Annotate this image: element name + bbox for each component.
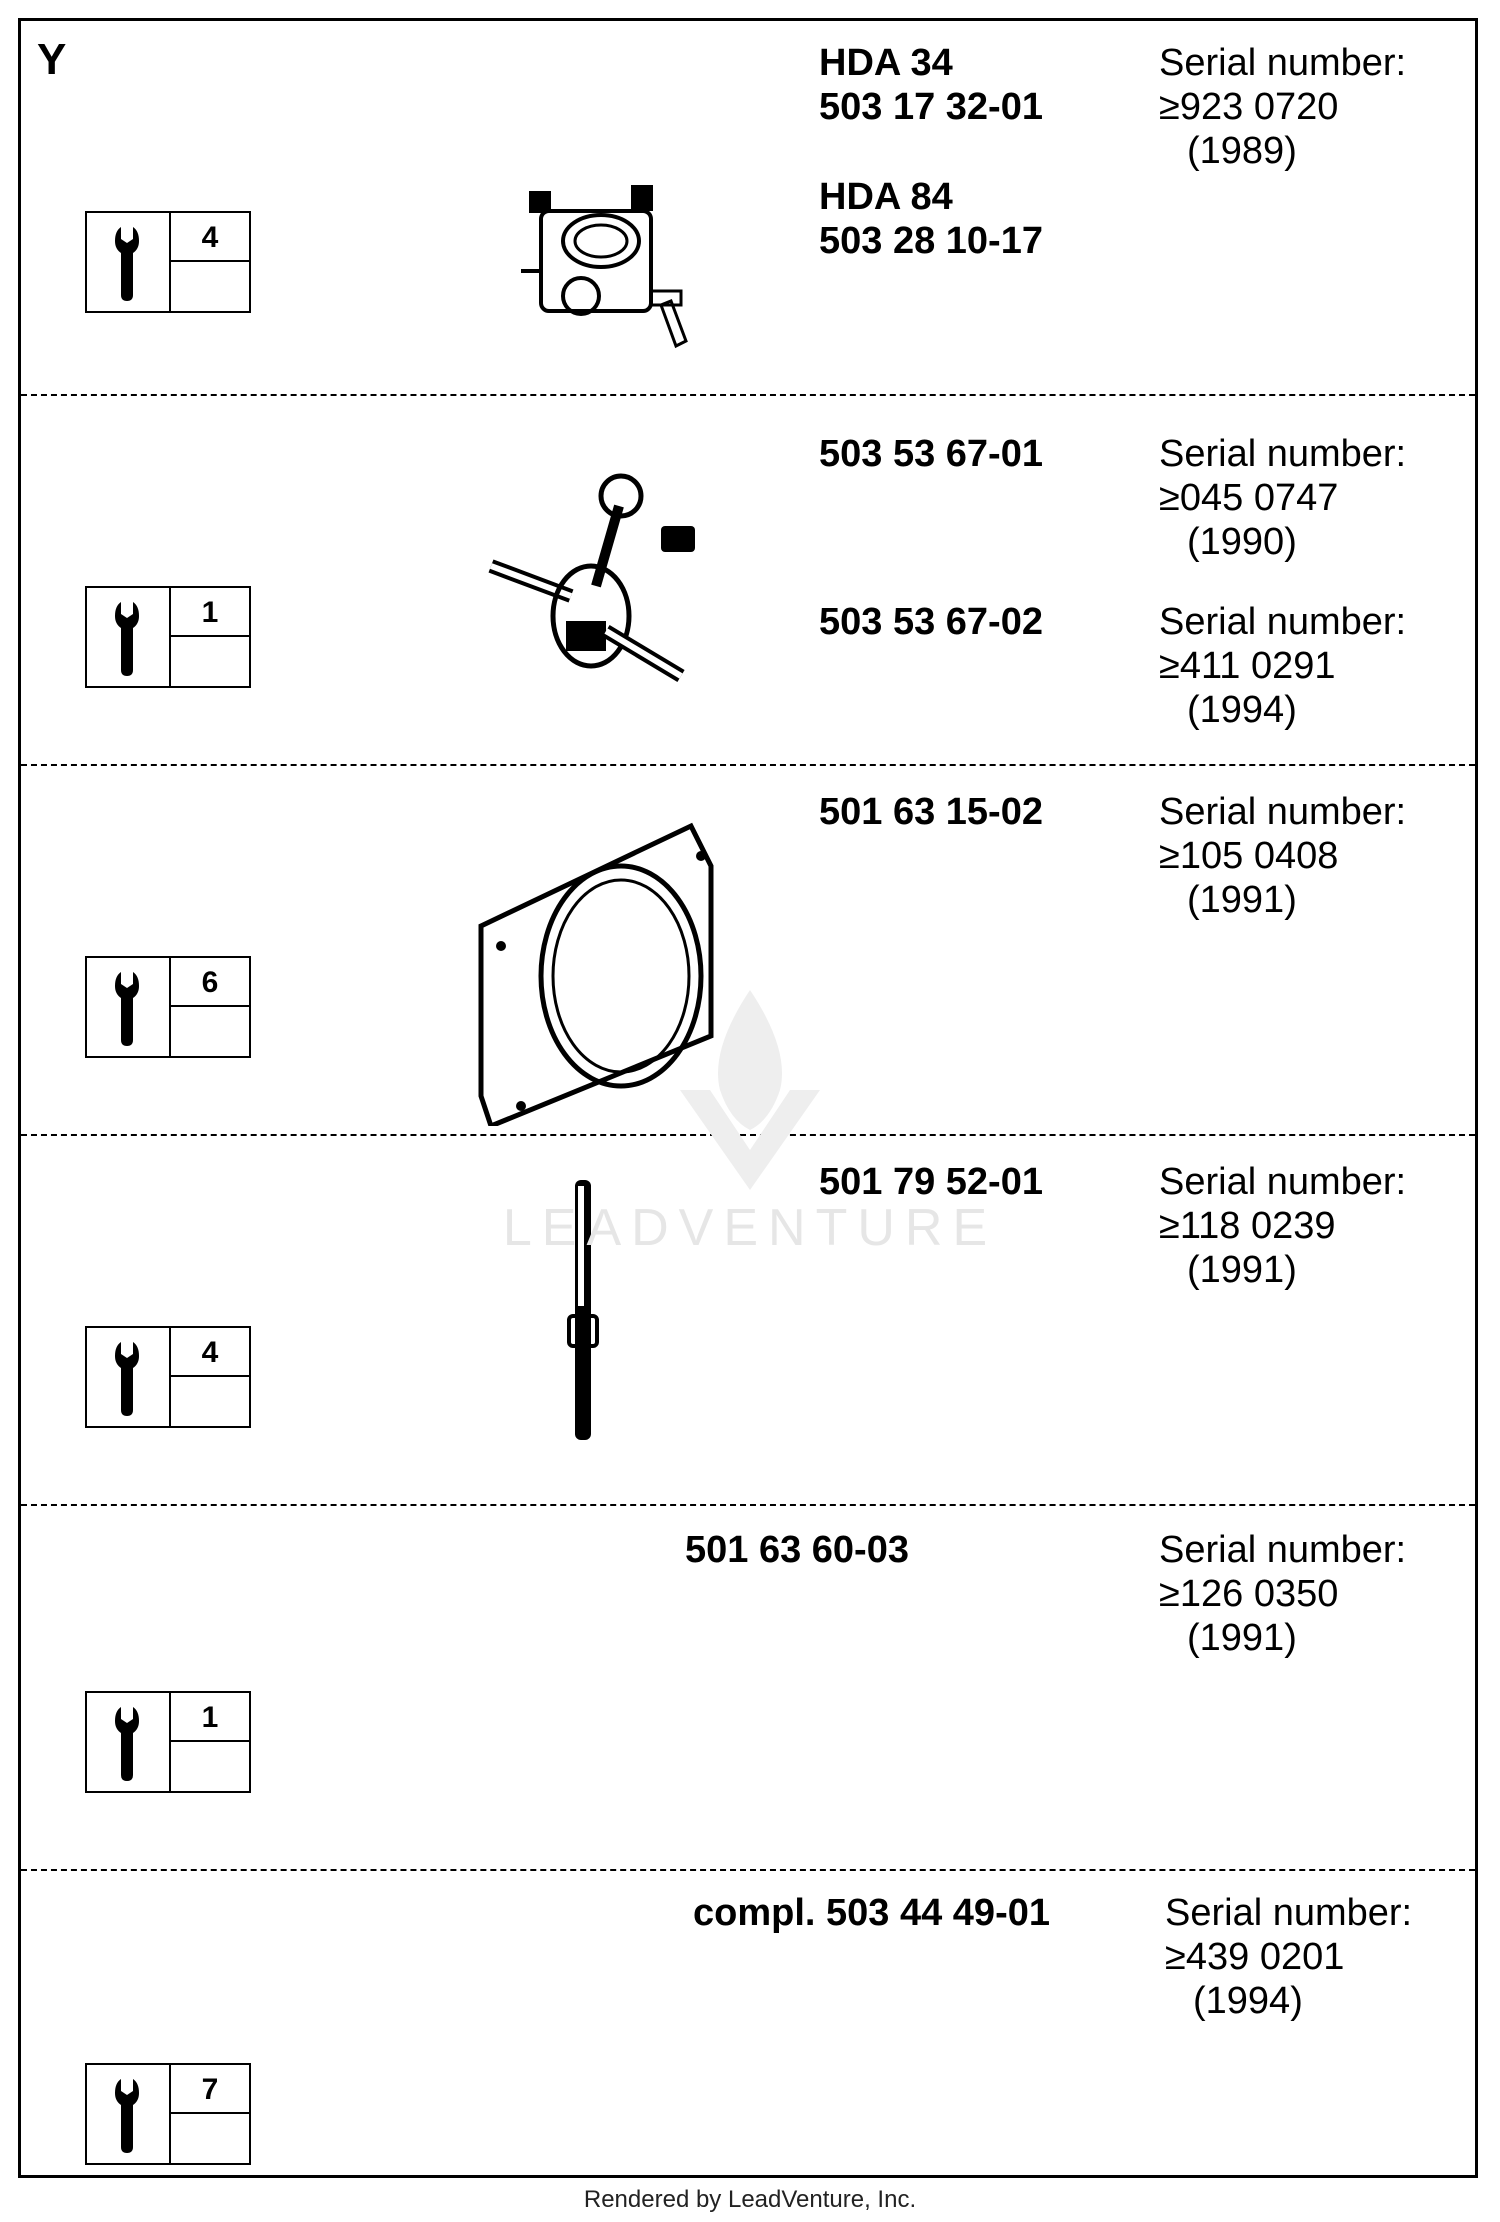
serial-info xyxy=(1159,600,1406,732)
row-6 xyxy=(21,1871,1475,2175)
tool-reference xyxy=(85,956,251,1058)
flame-logo-icon xyxy=(480,980,1020,1200)
part-number: HDA 34 xyxy=(819,42,953,84)
part-number: 503 17 32-01 xyxy=(819,86,1043,128)
wrench-icon xyxy=(87,1693,171,1791)
serial-year: (1994) xyxy=(1193,1980,1303,2022)
serial-value: ≥126 0350 xyxy=(1159,1573,1339,1615)
serial-value: ≥411 0291 xyxy=(1159,645,1336,687)
part-number: 501 63 60-03 xyxy=(685,1529,909,1571)
serial-label: Serial number: xyxy=(1159,433,1407,475)
part-number: compl. 503 44 49-01 xyxy=(693,1892,1050,1934)
tool-number: 4 xyxy=(171,213,249,262)
wrench-icon xyxy=(87,958,171,1056)
tool-number: 6 xyxy=(171,958,249,1007)
serial-info xyxy=(1159,1160,1406,1292)
part-number: 503 53 67-02 xyxy=(819,601,1043,643)
footer-credit: Rendered by LeadVenture, Inc. xyxy=(583,2186,917,2213)
serial-label: Serial number: xyxy=(1159,1529,1407,1571)
crankshaft-icon xyxy=(471,466,711,731)
watermark-text: LEADVENTURE xyxy=(502,1199,998,1257)
tool-number: 4 xyxy=(171,1328,249,1377)
tool-number: 1 xyxy=(171,1693,249,1742)
row-5 xyxy=(21,1506,1475,1871)
serial-value: ≥105 0408 xyxy=(1159,835,1339,877)
serial-value: ≥923 0720 xyxy=(1159,86,1339,128)
serial-value: ≥439 0201 xyxy=(1165,1936,1345,1978)
tool-reference xyxy=(85,1326,251,1428)
part-number: 501 79 52-01 xyxy=(819,1161,1043,1203)
serial-year: (1991) xyxy=(1187,1249,1297,1291)
watermark xyxy=(480,980,1020,1280)
serial-info xyxy=(1165,1891,1412,2023)
serial-year: (1990) xyxy=(1187,521,1297,563)
serial-value: ≥118 0239 xyxy=(1159,1205,1336,1247)
serial-label: Serial number: xyxy=(1159,791,1407,833)
serial-info xyxy=(1159,790,1406,922)
wrench-icon xyxy=(87,588,171,686)
row-2 xyxy=(21,396,1475,766)
wrench-icon xyxy=(87,2065,171,2163)
tool-reference xyxy=(85,2063,251,2165)
part-number: 503 28 10-17 xyxy=(819,220,1043,262)
tool-reference xyxy=(85,211,251,313)
tool-number: 1 xyxy=(171,588,249,637)
tool-reference xyxy=(85,1691,251,1793)
serial-year: (1989) xyxy=(1187,130,1297,172)
tool-reference xyxy=(85,586,251,688)
wrench-icon xyxy=(87,213,171,311)
serial-info xyxy=(1159,1528,1406,1660)
section-letter: Y xyxy=(37,35,67,84)
tool-number: 7 xyxy=(171,2065,249,2114)
carburetor-icon xyxy=(511,171,691,366)
serial-year: (1991) xyxy=(1187,879,1297,921)
serial-year: (1991) xyxy=(1187,1617,1297,1659)
serial-label: Serial number: xyxy=(1159,42,1407,84)
serial-info xyxy=(1159,432,1406,564)
serial-label: Serial number: xyxy=(1159,1161,1407,1203)
serial-year: (1994) xyxy=(1187,689,1297,731)
serial-label: Serial number: xyxy=(1159,601,1407,643)
part-number: HDA 84 xyxy=(819,176,953,218)
serial-value: ≥045 0747 xyxy=(1159,477,1339,519)
serial-label: Serial number: xyxy=(1165,1892,1413,1934)
part-number: 501 63 15-02 xyxy=(819,791,1043,833)
part-number: 503 53 67-01 xyxy=(819,433,1043,475)
serial-info xyxy=(1159,41,1406,173)
row-1 xyxy=(21,21,1475,396)
wrench-icon xyxy=(87,1328,171,1426)
